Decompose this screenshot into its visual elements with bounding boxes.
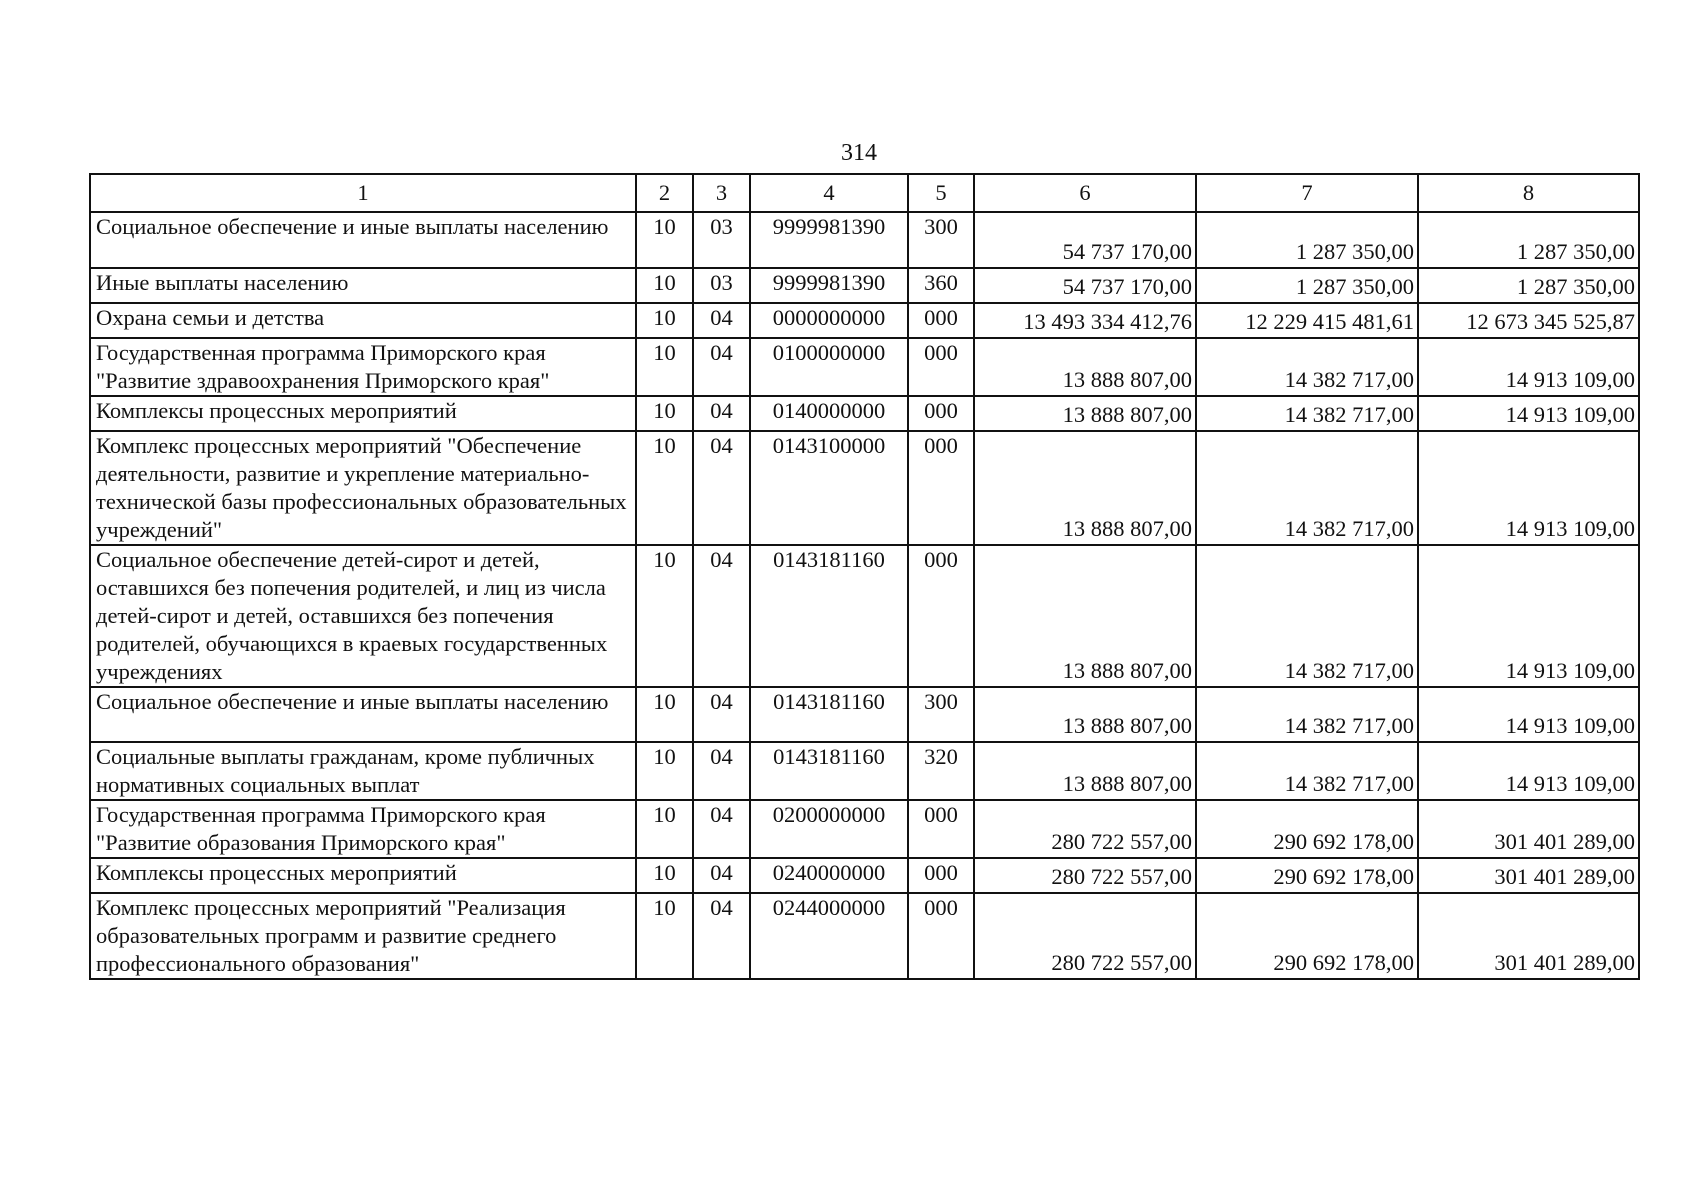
- row-subsection: 04: [693, 687, 750, 742]
- header-col-5: 5: [908, 174, 974, 212]
- header-col-3: 3: [693, 174, 750, 212]
- row-amount-col-8: 14 913 109,00: [1418, 545, 1639, 687]
- table-row: [90, 338, 1639, 396]
- row-name: Государственная программа Приморского края "Развитие здравоохранения Приморского края": [90, 338, 636, 396]
- row-section: 10: [636, 431, 693, 545]
- row-amount-col-6: 13 493 334 412,76: [974, 303, 1196, 338]
- row-subsection: 04: [693, 303, 750, 338]
- row-target-article: 0143181160: [750, 545, 908, 687]
- row-expense-type: 320: [908, 742, 974, 800]
- table-row: [90, 212, 1639, 268]
- row-name: Иные выплаты населению: [90, 268, 636, 303]
- row-amount-col-7: 14 382 717,00: [1196, 545, 1418, 687]
- row-expense-type: 000: [908, 396, 974, 431]
- row-target-article: 0200000000: [750, 800, 908, 858]
- row-section: 10: [636, 858, 693, 893]
- row-amount-col-7: 12 229 415 481,61: [1196, 303, 1418, 338]
- row-expense-type: 000: [908, 431, 974, 545]
- table-row: [90, 396, 1639, 431]
- row-section: 10: [636, 893, 693, 979]
- row-section: 10: [636, 212, 693, 268]
- row-name: Комплексы процессных мероприятий: [90, 858, 636, 893]
- row-expense-type: 000: [908, 893, 974, 979]
- row-amount-col-6: 280 722 557,00: [974, 800, 1196, 858]
- row-amount-col-7: 14 382 717,00: [1196, 396, 1418, 431]
- row-amount-col-7: 1 287 350,00: [1196, 212, 1418, 268]
- row-amount-col-6: 13 888 807,00: [974, 431, 1196, 545]
- row-expense-type: 000: [908, 338, 974, 396]
- row-expense-type: 000: [908, 858, 974, 893]
- row-target-article: 0000000000: [750, 303, 908, 338]
- table-row: [90, 687, 1639, 742]
- row-subsection: 03: [693, 212, 750, 268]
- row-amount-col-6: 13 888 807,00: [974, 742, 1196, 800]
- table-row: [90, 893, 1639, 979]
- row-name: Социальные выплаты гражданам, кроме публичных нормативных социальных выплат: [90, 742, 636, 800]
- row-target-article: 0143100000: [750, 431, 908, 545]
- budget-table: [89, 173, 1640, 980]
- row-target-article: 0100000000: [750, 338, 908, 396]
- row-subsection: 04: [693, 396, 750, 431]
- row-expense-type: 000: [908, 545, 974, 687]
- row-amount-col-8: 301 401 289,00: [1418, 800, 1639, 858]
- row-section: 10: [636, 800, 693, 858]
- row-section: 10: [636, 268, 693, 303]
- row-amount-col-7: 290 692 178,00: [1196, 800, 1418, 858]
- row-name: Социальное обеспечение и иные выплаты населению: [90, 212, 636, 268]
- row-section: 10: [636, 396, 693, 431]
- row-amount-col-6: 54 737 170,00: [974, 212, 1196, 268]
- row-amount-col-7: 14 382 717,00: [1196, 742, 1418, 800]
- row-subsection: 04: [693, 858, 750, 893]
- row-target-article: 0143181160: [750, 687, 908, 742]
- row-amount-col-8: 14 913 109,00: [1418, 742, 1639, 800]
- row-amount-col-8: 301 401 289,00: [1418, 858, 1639, 893]
- row-expense-type: 360: [908, 268, 974, 303]
- row-subsection: 04: [693, 800, 750, 858]
- table-row: [90, 268, 1639, 303]
- row-amount-col-7: 14 382 717,00: [1196, 338, 1418, 396]
- row-amount-col-7: 14 382 717,00: [1196, 687, 1418, 742]
- row-subsection: 04: [693, 893, 750, 979]
- row-section: 10: [636, 742, 693, 800]
- row-amount-col-7: 14 382 717,00: [1196, 431, 1418, 545]
- row-subsection: 04: [693, 338, 750, 396]
- row-amount-col-6: 280 722 557,00: [974, 858, 1196, 893]
- row-name: Комплекс процессных мероприятий "Реализация образовательных программ и развитие среднего профессионального образования": [90, 893, 636, 979]
- table-header: [90, 174, 1639, 212]
- header-col-6: 6: [974, 174, 1196, 212]
- table-row: [90, 303, 1639, 338]
- header-col-1: 1: [90, 174, 636, 212]
- row-subsection: 04: [693, 431, 750, 545]
- row-target-article: 9999981390: [750, 268, 908, 303]
- row-target-article: 0143181160: [750, 742, 908, 800]
- row-target-article: 9999981390: [750, 212, 908, 268]
- row-amount-col-8: 14 913 109,00: [1418, 396, 1639, 431]
- row-amount-col-8: 301 401 289,00: [1418, 893, 1639, 979]
- row-amount-col-6: 13 888 807,00: [974, 338, 1196, 396]
- row-amount-col-8: 1 287 350,00: [1418, 212, 1639, 268]
- header-row: [90, 174, 1639, 212]
- row-amount-col-6: 280 722 557,00: [974, 893, 1196, 979]
- row-section: 10: [636, 545, 693, 687]
- row-amount-col-8: 12 673 345 525,87: [1418, 303, 1639, 338]
- row-section: 10: [636, 687, 693, 742]
- row-expense-type: 000: [908, 800, 974, 858]
- row-section: 10: [636, 303, 693, 338]
- row-expense-type: 300: [908, 212, 974, 268]
- row-target-article: 0244000000: [750, 893, 908, 979]
- row-expense-type: 000: [908, 303, 974, 338]
- table-row: [90, 800, 1639, 858]
- row-amount-col-8: 1 287 350,00: [1418, 268, 1639, 303]
- row-amount-col-7: 290 692 178,00: [1196, 858, 1418, 893]
- header-col-2: 2: [636, 174, 693, 212]
- row-subsection: 03: [693, 268, 750, 303]
- row-subsection: 04: [693, 742, 750, 800]
- row-target-article: 0240000000: [750, 858, 908, 893]
- table-row: [90, 545, 1639, 687]
- row-section: 10: [636, 338, 693, 396]
- table-row: [90, 431, 1639, 545]
- row-expense-type: 300: [908, 687, 974, 742]
- header-col-4: 4: [750, 174, 908, 212]
- row-name: Государственная программа Приморского края "Развитие образования Приморского края": [90, 800, 636, 858]
- row-amount-col-6: 13 888 807,00: [974, 396, 1196, 431]
- table-row: [90, 742, 1639, 800]
- row-amount-col-7: 290 692 178,00: [1196, 893, 1418, 979]
- header-col-8: 8: [1418, 174, 1639, 212]
- row-name: Социальное обеспечение детей-сирот и детей, оставшихся без попечения родителей, и лиц из числа детей-сирот и детей, оставшихся без попечения родителей, обучающихся в краевых государственных учреждениях: [90, 545, 636, 687]
- row-name: Охрана семьи и детства: [90, 303, 636, 338]
- row-amount-col-6: 54 737 170,00: [974, 268, 1196, 303]
- row-amount-col-6: 13 888 807,00: [974, 545, 1196, 687]
- row-amount-col-7: 1 287 350,00: [1196, 268, 1418, 303]
- row-amount-col-6: 13 888 807,00: [974, 687, 1196, 742]
- page-number: 314: [841, 140, 877, 166]
- row-target-article: 0140000000: [750, 396, 908, 431]
- row-amount-col-8: 14 913 109,00: [1418, 431, 1639, 545]
- row-name: Социальное обеспечение и иные выплаты населению: [90, 687, 636, 742]
- row-amount-col-8: 14 913 109,00: [1418, 687, 1639, 742]
- row-amount-col-8: 14 913 109,00: [1418, 338, 1639, 396]
- table-body: [90, 212, 1639, 979]
- header-col-7: 7: [1196, 174, 1418, 212]
- row-name: Комплексы процессных мероприятий: [90, 396, 636, 431]
- row-name: Комплекс процессных мероприятий "Обеспечение деятельности, развитие и укрепление материально-технической базы профессиональных образовательных учреждений": [90, 431, 636, 545]
- row-subsection: 04: [693, 545, 750, 687]
- table-row: [90, 858, 1639, 893]
